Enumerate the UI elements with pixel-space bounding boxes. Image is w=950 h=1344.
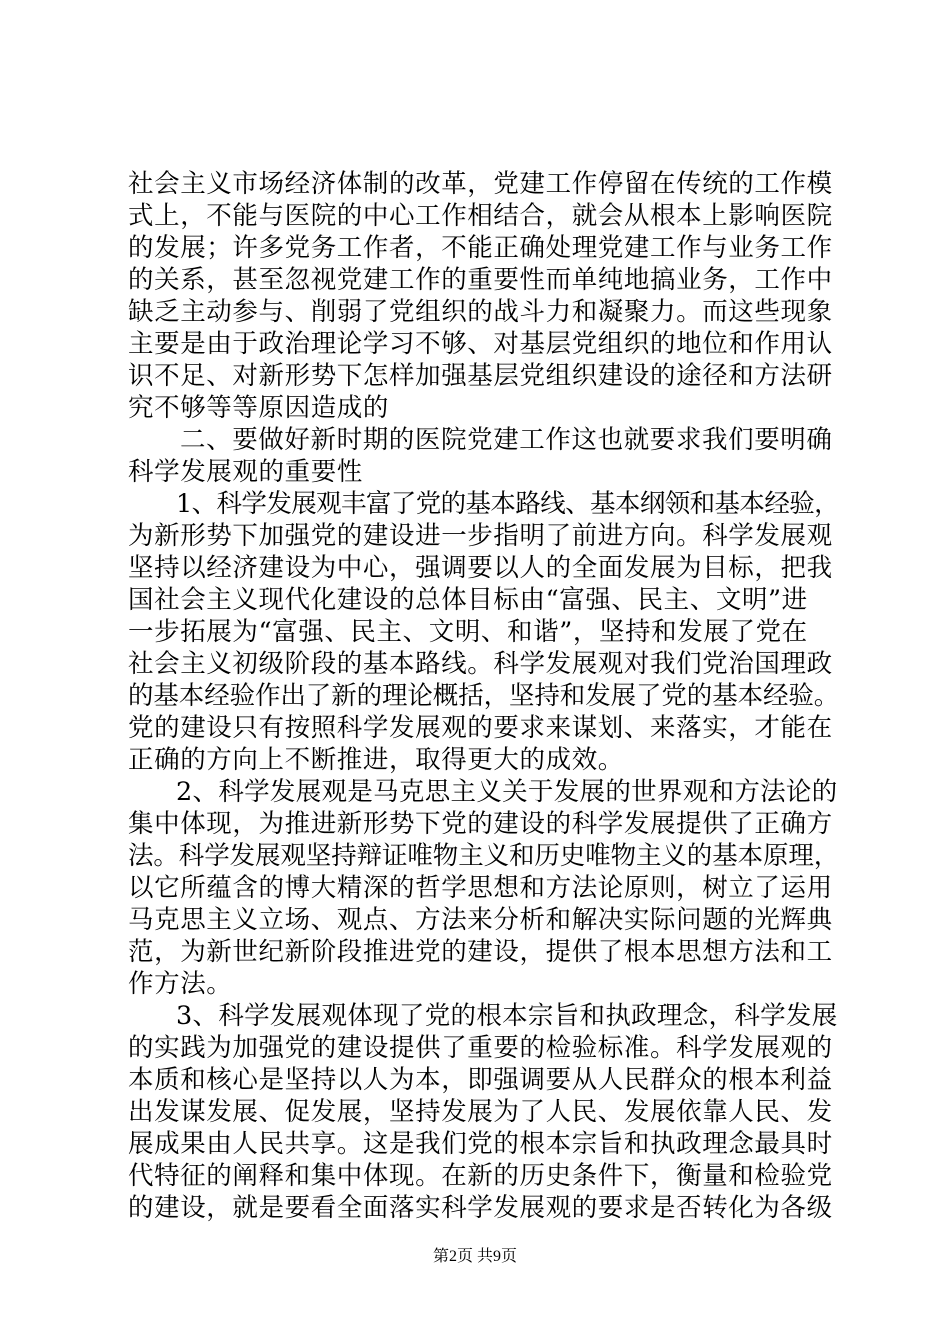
body-text-line: 集中体现，为推进新形势下党的建设的科学发展提供了正确方 [128, 809, 833, 839]
body-text-line: 法。科学发展观坚持辩证唯物主义和历史唯物主义的基本原理， [128, 841, 840, 871]
section-heading-line: 二、要做好新时期的医院党建工作这也就要求我们要明确 [180, 425, 833, 455]
body-text-line: 的关系，甚至忽视党建工作的重要性而单纯地搞业务，工作中 [128, 265, 833, 295]
body-text-line: 3、科学发展观体现了党的根本宗旨和执政理念，科学发展 [176, 1001, 838, 1031]
body-text-line: 的发展；许多党务工作者，不能正确处理党建工作与业务工作 [128, 233, 833, 263]
body-text-line: 本质和核心是坚持以人为本，即强调要从人民群众的根本利益 [128, 1065, 833, 1095]
body-text-line: 的建设，就是要看全面落实科学发展观的要求是否转化为各级 [128, 1193, 833, 1223]
body-text-line: 作方法。 [128, 969, 233, 999]
body-text-line: 国社会主义现代化建设的总体目标由“富强、民主、文明”进 [128, 585, 808, 615]
body-text-line: 马克思主义立场、观点、方法来分析和解决实际问题的光辉典 [128, 905, 833, 935]
body-text-line: 主要是由于政治理论学习不够、对基层党组织的地位和作用认 [128, 329, 833, 359]
body-text-line: 1、科学发展观丰富了党的基本路线、基本纲领和基本经验， [176, 489, 840, 519]
page-number-footer: 第2页 共9页 [432, 1248, 517, 1265]
body-text-line: 出发谋发展、促发展，坚持发展为了人民、发展依靠人民、发 [128, 1097, 833, 1127]
body-text-line: 究不够等等原因造成的 [128, 393, 390, 423]
body-text-line: 以它所蕴含的博大精深的哲学思想和方法论原则，树立了运用 [128, 873, 833, 903]
body-text-line: 识不足、对新形势下怎样加强基层党组织建设的途径和方法研 [128, 361, 833, 391]
body-text-line: 2、科学发展观是马克思主义关于发展的世界观和方法论的 [176, 777, 838, 807]
body-text-line: 社会主义初级阶段的基本路线。科学发展观对我们党治国理政 [128, 649, 833, 679]
body-text-line: 的实践为加强党的建设提供了重要的检验标准。科学发展观的 [128, 1033, 833, 1063]
body-text-line: 为新形势下加强党的建设进一步指明了前进方向。科学发展观 [128, 521, 833, 551]
section-heading-line: 科学发展观的重要性 [128, 457, 363, 487]
body-text-line: 缺乏主动参与、削弱了党组织的战斗力和凝聚力。而这些现象 [128, 297, 833, 327]
body-text-line: 代特征的阐释和集中体现。在新的历史条件下，衡量和检验党 [128, 1161, 833, 1191]
body-text-line: 式上，不能与医院的中心工作相结合，就会从根本上影响医院 [128, 201, 833, 231]
body-text-line: 党的建设只有按照科学发展观的要求来谋划、来落实，才能在 [128, 713, 833, 743]
body-text-line: 一步拓展为“富强、民主、文明、和谐”，坚持和发展了党在 [128, 617, 808, 647]
body-text-line: 坚持以经济建设为中心，强调要以人的全面发展为目标，把我 [128, 553, 833, 583]
body-text-line: 范，为新世纪新阶段推进党的建设，提供了根本思想方法和工 [128, 937, 833, 967]
body-text-line: 的基本经验作出了新的理论概括，坚持和发展了党的基本经验。 [128, 681, 840, 711]
body-text-line: 正确的方向上不断推进，取得更大的成效。 [128, 745, 624, 775]
body-text-line: 展成果由人民共享。这是我们党的根本宗旨和执政理念最具时 [128, 1129, 833, 1159]
body-text-line: 社会主义市场经济体制的改革，党建工作停留在传统的工作模 [128, 169, 833, 199]
